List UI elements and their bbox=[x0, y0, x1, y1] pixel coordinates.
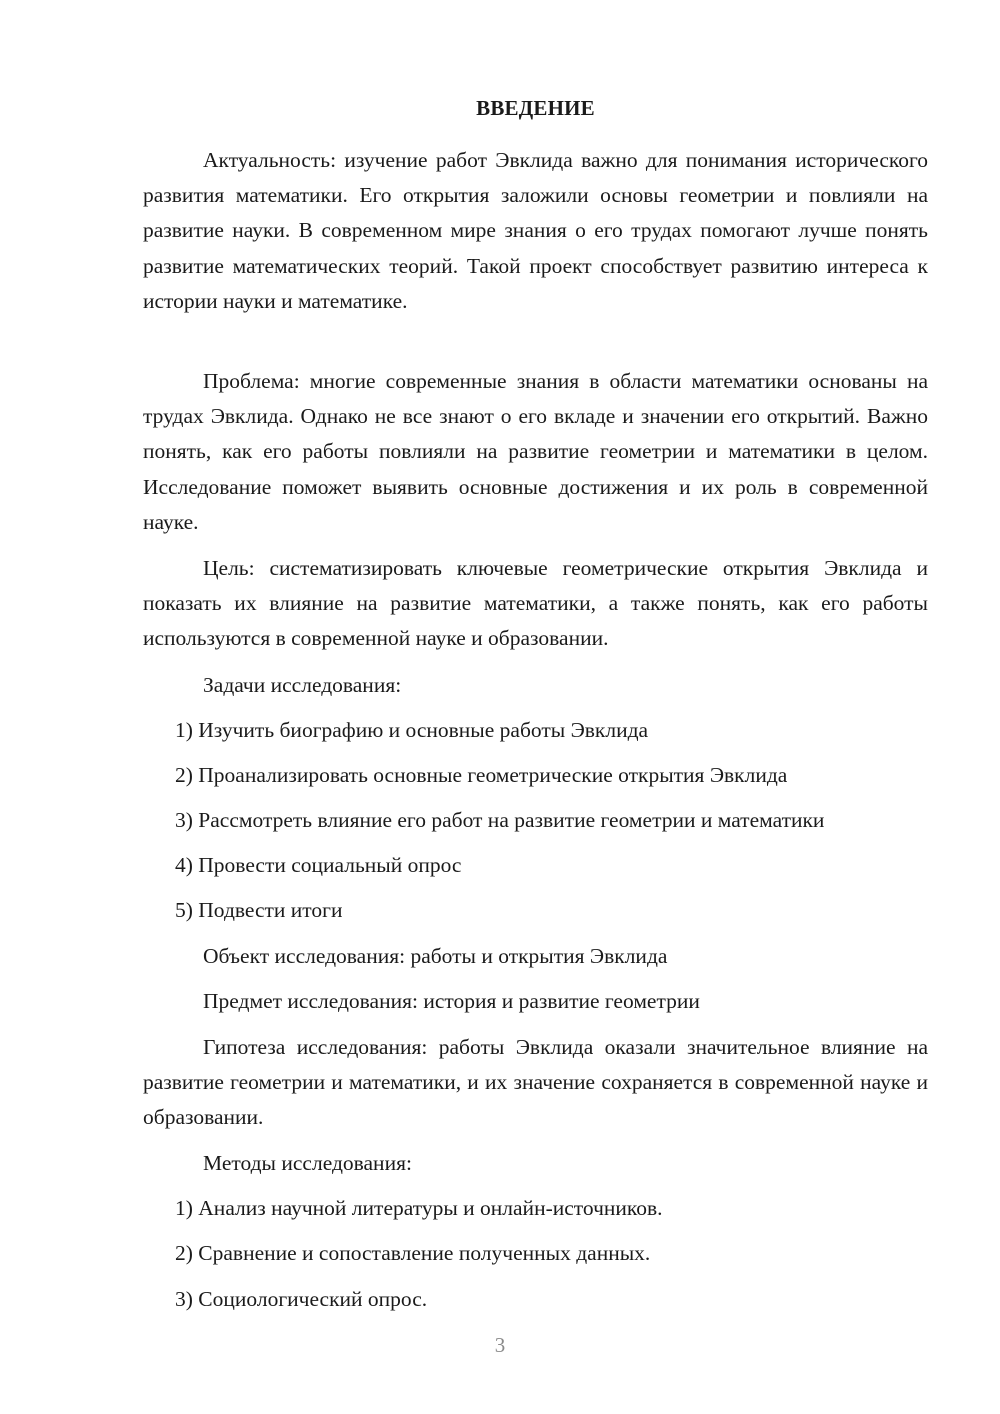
task-item: 5) Подвести итоги bbox=[175, 898, 343, 922]
section-title: ВВЕДЕНИЕ bbox=[476, 96, 595, 120]
task-item: 3) Рассмотреть влияние его работ на развитие геометрии и математики bbox=[175, 808, 825, 832]
task-item: 4) Провести социальный опрос bbox=[175, 853, 462, 877]
problem-paragraph: Проблема: многие современные знания в области математики основаны на трудах Эвклида. Однако не все знают о его вкладе и значении его открытий. Важно понять, как его работы повлияли на развитие геометрии и математики в целом. Исследование поможет выявить основные достижения и их роль в современной науке. bbox=[143, 369, 928, 534]
task-item: 1) Изучить биографию и основные работы Эвклида bbox=[175, 718, 649, 742]
hypothesis-paragraph: Гипотеза исследования: работы Эвклида оказали значительное влияние на развитие геометрии и математики, и их значение сохраняется в современной науке и образовании. bbox=[143, 1035, 928, 1130]
relevance-paragraph: Актуальность: изучение работ Эвклида важно для понимания исторического развития математики. Его открытия заложили основы геометрии и повлияли на развитие науки. В современном мире знания о его трудах помогают лучше понять развитие математических теорий. Такой проект способствует развитию интереса к истории науки и математике. bbox=[143, 148, 928, 313]
research-subject: Предмет исследования: история и развитие геометрии bbox=[203, 989, 700, 1013]
method-item: 3) Социологический опрос. bbox=[175, 1287, 428, 1311]
goal-paragraph: Цель: систематизировать ключевые геометрические открытия Эвклида и показать их влияние на развитие математики, а также понять, как его работы используются в современной науке и образовании. bbox=[143, 556, 928, 651]
page-number: 3 bbox=[494, 1333, 506, 1357]
method-item: 2) Сравнение и сопоставление полученных данных. bbox=[175, 1241, 651, 1265]
method-item: 1) Анализ научной литературы и онлайн-источников. bbox=[175, 1196, 663, 1220]
methods-heading: Методы исследования: bbox=[203, 1151, 412, 1175]
tasks-heading: Задачи исследования: bbox=[203, 673, 402, 697]
research-object: Объект исследования: работы и открытия Эвклида bbox=[203, 944, 668, 968]
task-item: 2) Проанализировать основные геометрические открытия Эвклида bbox=[175, 763, 788, 787]
